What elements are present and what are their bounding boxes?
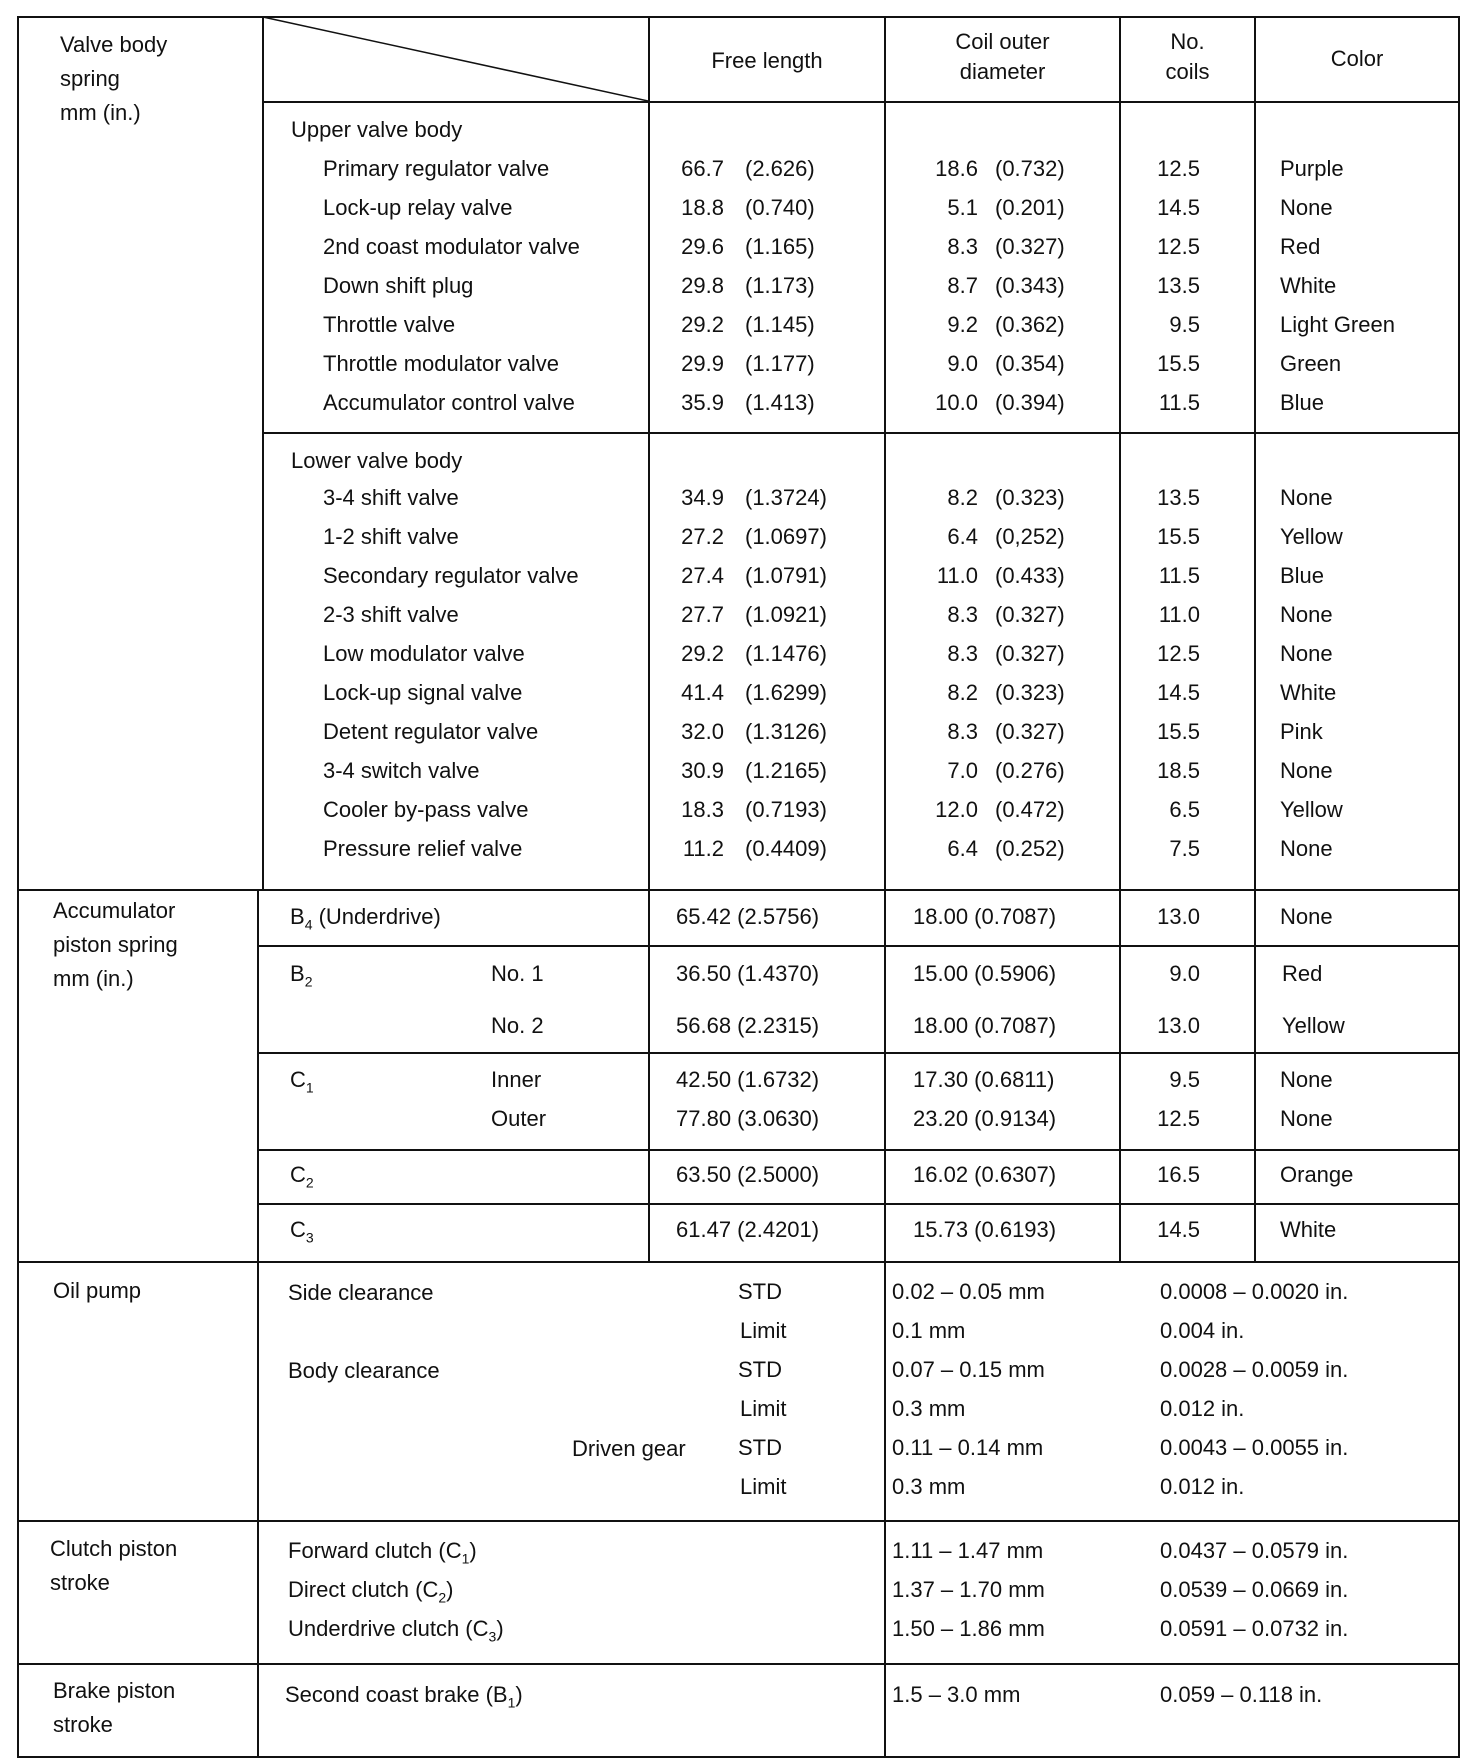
clearance-mm: 0.02 – 0.05 mm xyxy=(892,1279,1045,1304)
valve-name: Throttle valve xyxy=(323,312,456,337)
free-length-mm: 27.2 xyxy=(681,524,724,549)
clearance-mm: 0.3 mm xyxy=(892,1474,966,1499)
header-no-coils-line2: coils xyxy=(1165,59,1210,84)
accumulator-label-line2: piston spring xyxy=(53,932,178,957)
free-length-mm: 29.9 xyxy=(681,351,724,376)
b2-no1-color: Red xyxy=(1282,961,1323,986)
diameter-column-line xyxy=(884,16,886,1758)
c1-inner-free-length: 42.50 (1.6732) xyxy=(676,1067,820,1092)
free-length-mm: 66.7 xyxy=(681,156,724,181)
clearance-inch: 0.004 in. xyxy=(1160,1318,1245,1343)
coil-diameter-in: (0.327) xyxy=(995,234,1065,259)
clutch-row-mm: 1.11 – 1.47 mm xyxy=(892,1538,1044,1563)
free-length-column-line-upper xyxy=(648,16,650,889)
coil-count: 15.5 xyxy=(1157,524,1200,549)
brake-row-inch: 0.059 – 0.118 in. xyxy=(1160,1682,1323,1707)
free-length-in: (1.3724) xyxy=(745,485,827,510)
header-bottom-line xyxy=(262,101,1460,103)
oil-pump-label: Oil pump xyxy=(53,1278,142,1303)
valve-name: 2nd coast modulator valve xyxy=(323,234,580,259)
valve-name: 3-4 switch valve xyxy=(323,758,480,783)
side-clearance-label: Side clearance xyxy=(288,1280,434,1305)
accumulator-divider-c1 xyxy=(257,1052,1460,1054)
spring-color: None xyxy=(1280,602,1333,627)
spring-color: Light Green xyxy=(1280,312,1395,337)
spring-color: Yellow xyxy=(1280,524,1343,549)
c1-outer-free-length: 77.80 (3.0630) xyxy=(676,1106,820,1131)
free-length-in: (1.1476) xyxy=(745,641,827,666)
free-length-mm: 29.2 xyxy=(681,312,724,337)
b2-no1-coils: 9.0 xyxy=(1169,961,1200,986)
c2-free-length: 63.50 (2.5000) xyxy=(676,1162,820,1187)
spring-color: None xyxy=(1280,758,1333,783)
coil-diameter-in: (0.276) xyxy=(995,758,1065,783)
border-left xyxy=(17,16,19,1758)
clutch-row-label: Forward clutch $(C_1)$ xyxy=(288,1538,477,1567)
valve-name: Down shift plug xyxy=(323,273,474,298)
coil-diameter-in: (0.323) xyxy=(995,485,1065,510)
coil-count: 11.0 xyxy=(1158,602,1200,627)
clutch-row-inch: 0.0539 – 0.0669 in. xyxy=(1160,1577,1349,1602)
coil-diameter-in: (0.732) xyxy=(995,156,1065,181)
coil-diameter-in: (0.327) xyxy=(995,602,1065,627)
coil-count: 11.5 xyxy=(1158,390,1200,415)
c1-inner-coils: 9.5 xyxy=(1169,1067,1200,1092)
clutch-row-label: Underdrive clutch $(C_3)$ xyxy=(288,1616,504,1645)
free-length-mm: 27.7 xyxy=(681,602,724,627)
free-length-mm: 29.8 xyxy=(681,273,724,298)
spring-color: Yellow xyxy=(1280,797,1343,822)
coil-count: 12.5 xyxy=(1157,641,1200,666)
header-coil-outer-diameter-line1: Coil outer xyxy=(955,29,1050,54)
c2-coil-diameter: 16.02 (0.6307) xyxy=(913,1162,1057,1187)
upper-lower-divider xyxy=(262,432,1460,434)
accumulator-label-line1: Accumulator xyxy=(53,898,176,923)
spring-color: Green xyxy=(1280,351,1342,376)
coil-diameter-mm: 8.2 xyxy=(947,485,978,510)
c3-subscript: 3 xyxy=(305,1229,314,1246)
clearance-kind: Limit xyxy=(740,1474,787,1499)
spring-color: None xyxy=(1280,641,1333,666)
clearance-inch: 0.0008 – 0.0020 in. xyxy=(1160,1279,1349,1304)
b4-coil-diameter: 18.00 (0.7087) xyxy=(913,904,1057,929)
valve-name: Accumulator control valve xyxy=(323,390,575,415)
free-length-in: (1.177) xyxy=(745,351,815,376)
header-free-length: Free length xyxy=(711,48,823,73)
coil-count: 12.5 xyxy=(1157,156,1200,181)
clearance-kind: Limit xyxy=(740,1318,787,1343)
free-length-in: (1.413) xyxy=(745,390,815,415)
c1-label: $C_1$ xyxy=(290,1067,314,1096)
coil-diameter-in: (0.252) xyxy=(995,836,1065,861)
spring-color: Blue xyxy=(1280,390,1325,415)
c2-coils: 16.5 xyxy=(1157,1162,1200,1187)
coil-diameter-mm: 12.0 xyxy=(935,797,978,822)
free-length-in: (0.740) xyxy=(745,195,815,220)
coil-count: 6.5 xyxy=(1169,797,1200,822)
coil-diameter-mm: 8.3 xyxy=(947,602,978,627)
coil-diameter-mm: 8.3 xyxy=(947,719,978,744)
b2-no1-free-length: 36.50 (1.4370) xyxy=(676,961,820,986)
free-length-in: (1.3126) xyxy=(745,719,827,744)
clutch-row-label: Direct clutch $(C_2)$ xyxy=(288,1577,454,1606)
free-length-mm: 29.2 xyxy=(681,641,724,666)
section-divider-accumulator xyxy=(17,889,1460,891)
brake-piston-label-line2: stroke xyxy=(53,1712,113,1737)
coil-diameter-mm: 9.0 xyxy=(947,351,978,376)
spring-color: None xyxy=(1280,485,1333,510)
coil-count: 14.5 xyxy=(1157,195,1200,220)
header-color: Color xyxy=(1330,46,1384,71)
spring-color: None xyxy=(1280,836,1333,861)
coil-diameter-in: (0.433) xyxy=(995,563,1065,588)
valve-name: Primary regulator valve xyxy=(323,156,550,181)
b2-no2-coil-diameter: 18.00 (0.7087) xyxy=(913,1013,1057,1038)
clutch-row-inch: 0.0591 – 0.0732 in. xyxy=(1160,1616,1349,1641)
free-length-in: (1.0697) xyxy=(745,524,827,549)
coil-count: 14.5 xyxy=(1157,680,1200,705)
free-length-in: (1.0791) xyxy=(745,563,827,588)
coil-diameter-in: (0.327) xyxy=(995,719,1065,744)
coil-diameter-mm: 8.7 xyxy=(947,273,978,298)
c1-outer-coil-diameter: 23.20 (0.9134) xyxy=(913,1106,1057,1131)
border-top xyxy=(17,16,1460,18)
driven-gear-label: Driven gear xyxy=(572,1436,686,1461)
coil-diameter-mm: 11.0 xyxy=(936,563,978,588)
clearance-inch: 0.012 in. xyxy=(1160,1474,1245,1499)
spring-color: White xyxy=(1280,273,1337,298)
c1-outer-coils: 12.5 xyxy=(1157,1106,1200,1131)
coil-count: 12.5 xyxy=(1157,234,1200,259)
valve-name: Cooler by-pass valve xyxy=(323,797,529,822)
free-length-mm: 34.9 xyxy=(681,485,724,510)
coil-diameter-in: (0.394) xyxy=(995,390,1065,415)
section-divider-brake xyxy=(17,1663,1460,1665)
accumulator-divider-c2 xyxy=(257,1149,1460,1151)
c1-inner-label: Inner xyxy=(491,1067,542,1092)
clearance-mm: 0.11 – 0.14 mm xyxy=(892,1435,1044,1460)
free-length-mm: 29.6 xyxy=(681,234,724,259)
free-length-in: (1.2165) xyxy=(745,758,827,783)
free-length-mm: 11.2 xyxy=(682,836,724,861)
b2-subscript: 2 xyxy=(304,973,313,990)
c1-inner-color: None xyxy=(1280,1067,1333,1092)
coil-diameter-in: (0.354) xyxy=(995,351,1065,376)
clearance-inch: 0.0043 – 0.0055 in. xyxy=(1160,1435,1349,1460)
clutch-row-mm: 1.50 – 1.86 mm xyxy=(892,1616,1045,1641)
c1-inner-coil-diameter: 17.30 (0.6811) xyxy=(913,1067,1055,1092)
free-length-mm: 30.9 xyxy=(681,758,724,783)
c2-subscript: 2 xyxy=(305,1174,314,1191)
b2-no2-color: Yellow xyxy=(1282,1013,1345,1038)
valve-name: Secondary regulator valve xyxy=(323,563,579,588)
b2-label: $B_2$ xyxy=(290,961,313,990)
clutch-piston-label-line1: Clutch piston xyxy=(50,1536,178,1561)
coil-count: 13.5 xyxy=(1157,485,1200,510)
b4-label: $B_4$ (Underdrive) xyxy=(290,904,441,933)
b2-no2-label: No. 2 xyxy=(491,1013,544,1038)
valve-body-spring-label-line3: mm (in.) xyxy=(60,100,141,125)
b2-no2-free-length: 56.68 (2.2315) xyxy=(676,1013,820,1038)
c2-label: $C_2$ xyxy=(290,1162,314,1191)
free-length-column-line-lower xyxy=(648,889,650,1261)
b4-color: None xyxy=(1280,904,1333,929)
valve-name: Lock-up signal valve xyxy=(323,680,523,705)
b2-no1-coil-diameter: 15.00 (0.5906) xyxy=(913,961,1057,986)
coil-diameter-in: (0.323) xyxy=(995,680,1065,705)
valve-name: Throttle modulator valve xyxy=(323,351,559,376)
coil-diameter-mm: 8.3 xyxy=(947,641,978,666)
clearance-kind: Limit xyxy=(740,1396,787,1421)
clearance-mm: 0.3 mm xyxy=(892,1396,966,1421)
clutch-row-mm: 1.37 – 1.70 mm xyxy=(892,1577,1045,1602)
free-length-in: (1.165) xyxy=(745,234,815,259)
free-length-mm: 41.4 xyxy=(681,680,724,705)
c1-outer-label: Outer xyxy=(491,1106,547,1131)
coil-count: 9.5 xyxy=(1169,312,1200,337)
coil-diameter-mm: 8.2 xyxy=(947,680,978,705)
clearance-kind: STD xyxy=(738,1435,782,1460)
free-length-mm: 35.9 xyxy=(681,390,724,415)
header-no-coils-line1: No. xyxy=(1170,29,1205,54)
spring-color: Red xyxy=(1280,234,1321,259)
clutch-row-inch: 0.0437 – 0.0579 in. xyxy=(1160,1538,1349,1563)
b4-subscript: 4 xyxy=(304,916,313,933)
free-length-mm: 27.4 xyxy=(681,563,724,588)
brake-row-label: Second coast brake $(B_1)$ xyxy=(285,1682,523,1711)
coil-count: 15.5 xyxy=(1157,719,1200,744)
accumulator-label-line3: mm (in.) xyxy=(53,966,134,991)
section-divider-oil-pump xyxy=(17,1261,1460,1263)
upper-valve-body-heading: Upper valve body xyxy=(291,117,463,142)
spring-color: Pink xyxy=(1280,719,1323,744)
free-length-in: (1.145) xyxy=(745,312,815,337)
free-length-in: (1.173) xyxy=(745,273,815,298)
free-length-in: (0.7193) xyxy=(745,797,827,822)
free-length-in: (1.0921) xyxy=(745,602,827,627)
coil-diameter-in: (0.343) xyxy=(995,273,1065,298)
coil-diameter-in: (0.472) xyxy=(995,797,1065,822)
valve-body-spring-label-line1: Valve body xyxy=(60,32,168,57)
c3-coils: 14.5 xyxy=(1157,1217,1200,1242)
accumulator-divider-c3 xyxy=(257,1203,1460,1205)
body-clearance-label: Body clearance xyxy=(288,1358,440,1383)
clearance-inch: 0.012 in. xyxy=(1160,1396,1245,1421)
free-length-mm: 18.8 xyxy=(681,195,724,220)
clutch-piston-label-line2: stroke xyxy=(50,1570,110,1595)
clearance-inch: 0.0028 – 0.0059 in. xyxy=(1160,1357,1349,1382)
spring-color: None xyxy=(1280,195,1333,220)
coil-diameter-mm: 7.0 xyxy=(947,758,978,783)
label-column-line-upper xyxy=(262,16,264,889)
free-length-in: (1.6299) xyxy=(745,680,827,705)
free-length-in: (2.626) xyxy=(745,156,815,181)
coils-column-line xyxy=(1119,16,1121,1261)
clearance-kind: STD xyxy=(738,1279,782,1304)
valve-name: 3-4 shift valve xyxy=(323,485,459,510)
free-length-mm: 32.0 xyxy=(681,719,724,744)
coil-diameter-in: (0.327) xyxy=(995,641,1065,666)
valve-name: Detent regulator valve xyxy=(323,719,539,744)
border-right xyxy=(1458,16,1460,1758)
clearance-mm: 0.07 – 0.15 mm xyxy=(892,1357,1045,1382)
free-length-mm: 18.3 xyxy=(681,797,724,822)
b4-free-length: 65.42 (2.5756) xyxy=(676,904,820,929)
b4-coils: 13.0 xyxy=(1157,904,1200,929)
border-bottom xyxy=(17,1756,1460,1758)
c1-outer-color: None xyxy=(1280,1106,1333,1131)
spring-color: Blue xyxy=(1280,563,1325,588)
valve-name: 2-3 shift valve xyxy=(323,602,459,627)
clearance-mm: 0.1 mm xyxy=(892,1318,966,1343)
coil-diameter-in: (0,252) xyxy=(995,524,1065,549)
coil-count: 11.5 xyxy=(1158,563,1200,588)
brake-row-mm: 1.5 – 3.0 mm xyxy=(892,1682,1021,1707)
coil-diameter-in: (0.362) xyxy=(995,312,1065,337)
coil-count: 13.5 xyxy=(1157,273,1200,298)
coil-diameter-in: (0.201) xyxy=(995,195,1065,220)
color-column-line xyxy=(1254,16,1256,1261)
coil-diameter-mm: 8.3 xyxy=(947,234,978,259)
coil-diameter-mm: 5.1 xyxy=(947,195,978,220)
coil-count: 15.5 xyxy=(1157,351,1200,376)
spring-color: White xyxy=(1280,680,1337,705)
valve-name: 1-2 shift valve xyxy=(323,524,459,549)
coil-diameter-mm: 10.0 xyxy=(935,390,978,415)
c3-label: $C_3$ xyxy=(290,1217,314,1246)
valve-body-spring-label-line2: spring xyxy=(60,66,120,91)
brake-piston-label-line1: Brake piston xyxy=(53,1678,176,1703)
accumulator-divider-b2 xyxy=(257,945,1460,947)
free-length-in: (0.4409) xyxy=(745,836,827,861)
header-coil-outer-diameter-line2: diameter xyxy=(959,59,1046,84)
valve-name: Pressure relief valve xyxy=(323,836,523,861)
coil-count: 18.5 xyxy=(1157,758,1200,783)
coil-diameter-mm: 18.6 xyxy=(935,156,978,181)
c3-color: White xyxy=(1280,1217,1337,1242)
coil-diameter-mm: 9.2 xyxy=(947,312,978,337)
b2-no2-coils: 13.0 xyxy=(1157,1013,1200,1038)
valve-name: Low modulator valve xyxy=(323,641,525,666)
lower-valve-body-heading: Lower valve body xyxy=(291,448,463,473)
clearance-kind: STD xyxy=(738,1357,782,1382)
c2-color: Orange xyxy=(1280,1162,1354,1187)
coil-diameter-mm: 6.4 xyxy=(947,836,978,861)
coil-diameter-mm: 6.4 xyxy=(947,524,978,549)
c3-coil-diameter: 15.73 (0.6193) xyxy=(913,1217,1057,1242)
coil-count: 7.5 xyxy=(1169,836,1200,861)
spring-color: Purple xyxy=(1280,156,1344,181)
c1-subscript: 1 xyxy=(305,1079,314,1096)
valve-name: Lock-up relay valve xyxy=(323,195,513,220)
b2-no1-label: No. 1 xyxy=(491,961,544,986)
section-divider-clutch xyxy=(17,1520,1460,1522)
label-column-line-lower xyxy=(257,889,259,1758)
c3-free-length: 61.47 (2.4201) xyxy=(676,1217,820,1242)
